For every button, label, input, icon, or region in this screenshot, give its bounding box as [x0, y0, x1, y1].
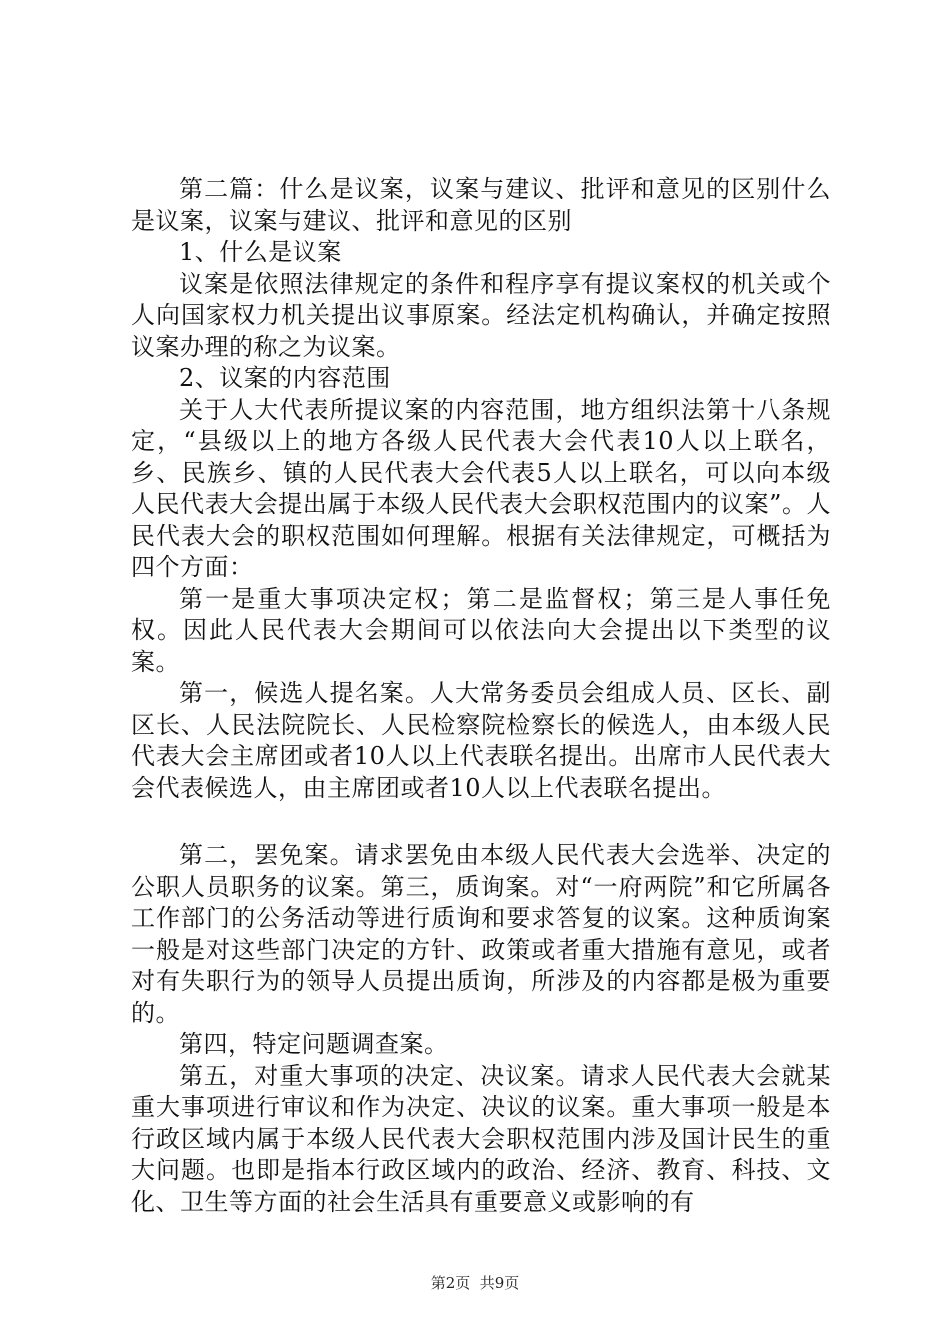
paragraph-candidate-nomination: 第一，候选人提名案。人大常务委员会组成人员、区长、副区长、人民法院院长、人民检察院检察长的候选人，由本级人民代表大会主席团或者10人以上代表联名提出。出席市人民代表大会代表候选人，由主席团或者10人以上代表联名提出。	[131, 679, 831, 802]
heading-content-scope: 2、议案的内容范围	[179, 364, 391, 392]
paragraph-special-investigation: 第四，特定问题调查案。	[179, 1030, 449, 1058]
document-body	[131, 174, 831, 1218]
paragraph-definition: 议案是依照法律规定的条件和程序享有提议案权的机关或个人向国家权力机关提出议事原案。经法定机构确认，并确定按照议案办理的称之为议案。	[131, 269, 831, 361]
paragraph-recall-inquiry: 第二，罢免案。请求罢免由本级人民代表大会选举、决定的公职人员职务的议案。第三，质询案。对“一府两院”和它所属各工作部门的公务活动等进行质询和要求答复的议案。这种质询案一般是对这些部门决定的方针、政策或者重大措施有意见，或者对有失职行为的领导人员提出质询，所涉及的内容都是极为重要的。	[131, 841, 831, 1027]
page-number-label: 第2页 共9页	[430, 1274, 520, 1292]
paragraph-major-matters: 第五，对重大事项的决定、决议案。请求人民代表大会就某重大事项进行审议和作为决定、决议的议案。重大事项一般是本行政区域内属于本级人民代表大会职权范围内涉及国计民生的重大问题。也即是指本行政区域内的政治、经济、教育、科技、文化、卫生等方面的社会生活具有重要意义或影响的有	[131, 1061, 831, 1216]
heading-what-is-proposal: 1、什么是议案	[179, 238, 342, 266]
paragraph-powers: 第一是重大事项决定权；第二是监督权；第三是人事任免权。因此人民代表大会期间可以依法向大会提出以下类型的议案。	[131, 584, 831, 676]
page-footer	[0, 1273, 950, 1293]
paragraph-scope: 关于人大代表所提议案的内容范围，地方组织法第十八条规定，“县级以上的地方各级人民代表大会代表10人以上联名，乡、民族乡、镇的人民代表大会代表5人以上联名，可以向本级人民代表大会提出属于本级人民代表大会职权范围内的议案”。人民代表大会的职权范围如何理解。根据有关法律规定，可概括为四个方面：	[131, 395, 831, 581]
paragraph-title: 第二篇：什么是议案，议案与建议、批评和意见的区别什么是议案，议案与建议、批评和意见的区别	[131, 175, 831, 235]
